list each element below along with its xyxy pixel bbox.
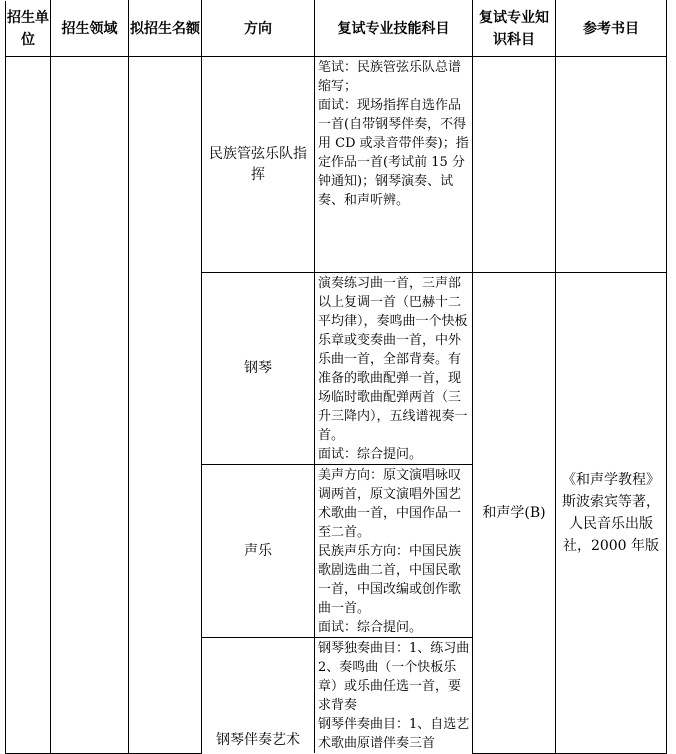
knowledge-empty-cell <box>473 57 556 273</box>
table-row <box>6 57 667 273</box>
subject-line: 面试：综合提问。 <box>318 620 423 635</box>
subjects-cell <box>315 273 473 465</box>
header-direction: 方向 <box>202 1 315 57</box>
header-row <box>6 1 667 57</box>
subject-line: 演奏练习曲一首，三声部以上复调一首（巴赫十二平均律），奏鸣曲一个快板乐章或变奏曲一首，中外乐曲一首，全部背奏。有准备的歌曲配弹一首，现场临时歌曲配弹两首（三升三降内），五线谱视奏一首。 <box>318 276 468 443</box>
direction-cell: 钢琴 <box>202 273 315 465</box>
header-field: 招生领域 <box>51 1 129 57</box>
subjects-cell <box>315 57 473 273</box>
header-skill-subjects: 复试专业技能科目 <box>315 1 473 57</box>
books-empty-cell <box>556 57 667 273</box>
header-quota: 拟招生名额 <box>129 1 202 57</box>
quota-cell <box>129 57 202 754</box>
header-knowledge-subject: 复试专业知识科目 <box>473 1 556 57</box>
direction-cell: 声乐 <box>202 465 315 638</box>
subject-line: 面试：综合提问。 <box>318 447 423 462</box>
field-cell <box>51 57 129 754</box>
subject-line: 钢琴独奏曲目：1、练习曲 2、奏鸣曲（一个快板乐章）或乐曲任选一首，要求背奏 <box>318 641 470 713</box>
header-books: 参考书目 <box>556 1 667 57</box>
direction-cell: 钢琴伴奏艺术 <box>202 638 315 754</box>
subject-line: 美声方向：原文演唱咏叹调两首，原文演唱外国艺术歌曲一首，中国作品一至二首。 <box>318 468 462 540</box>
subject-line: 笔试：民族管弦乐队总谱缩写； <box>318 60 462 94</box>
direction-cell: 民族管弦乐队指挥 <box>202 57 315 273</box>
subject-line: 钢琴伴奏曲目：1、自选艺术歌曲原谱伴奏三首 <box>318 717 470 751</box>
unit-cell <box>6 57 51 754</box>
exam-table <box>5 0 667 754</box>
subject-line: 面试：现场指挥自选作品一首(自带钢琴伴奏，不得用 CD 或录音带伴奏)；指定作品一首(考试前 15 分钟通知)；钢琴演奏、试奏、和声听辨。 <box>318 98 469 208</box>
subjects-cell <box>315 465 473 638</box>
subject-line: 民族声乐方向：中国民族歌剧选曲二首，中国民歌一首，中国改编或创作歌曲一首。 <box>318 544 462 616</box>
subjects-cell <box>315 638 473 754</box>
header-unit: 招生单位 <box>6 1 51 57</box>
books-cell: 《和声学教程》斯波索宾等著，人民音乐出版社，2000 年版 <box>556 273 667 754</box>
knowledge-subject-cell: 和声学(B) <box>473 273 556 754</box>
